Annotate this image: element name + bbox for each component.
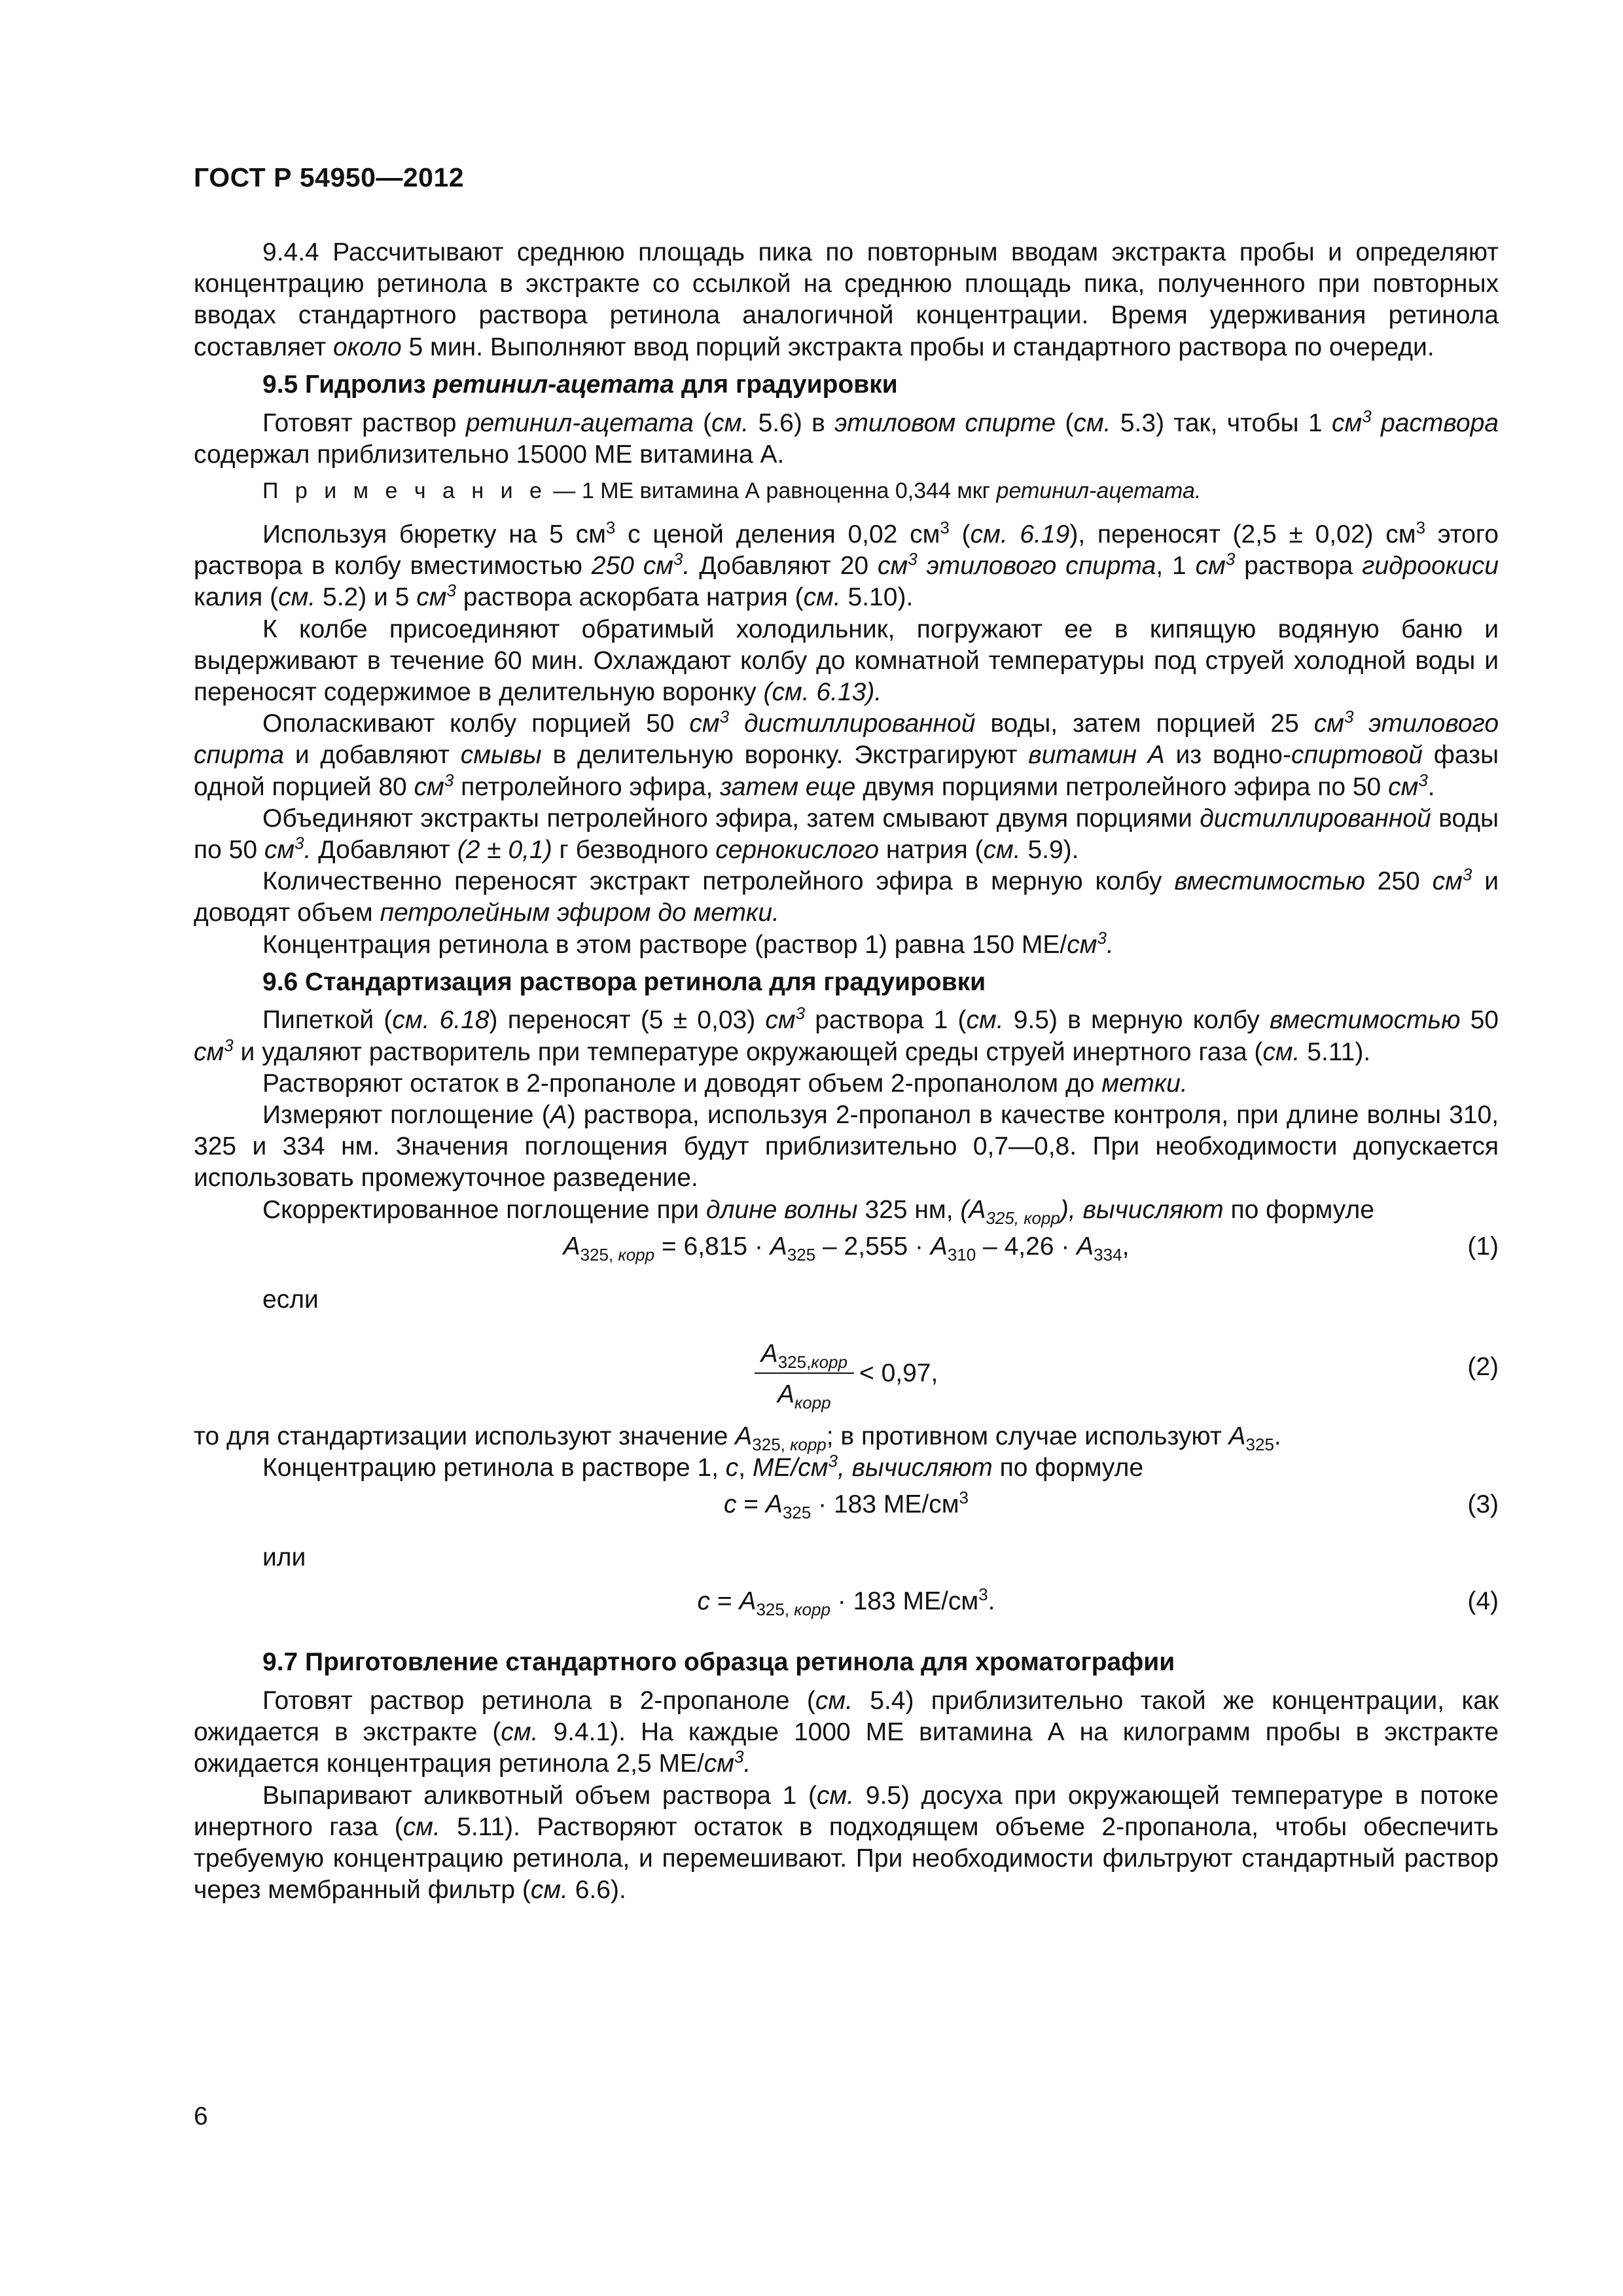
- paragraph: Используя бюретку на 5 $см^3$ с ценой деления 0,02 $см^3$ (см. 6.19), переносят (2,5 ± 0,02) $см^3$ этого раствора в колбу вместимостью 250 $см^3$. Добавляют 20 $см^3$ этилового спирта, 1 $см^3$ раствора гидроокиси калия (см. 5.2) и 5 $см^3$ раствора аскорбата натрия (см. 5.10).: [194, 517, 1499, 612]
- formula-3: [194, 1484, 1499, 1535]
- section-title-9-5: 9.5 Гидролиз ретинил-ацетата для градуировки: [262, 370, 898, 399]
- formula-2: [194, 1323, 1499, 1421]
- paragraph: Концентрацию ретинола в растворе 1, с, $МЕ/см^3$, вычисляют по формуле: [262, 1451, 1144, 1482]
- alternative-word: или: [262, 1543, 306, 1572]
- formula-4: [194, 1581, 1499, 1632]
- paragraph: Ополаскивают колбу порцией 50 $см^3$ дистиллированной воды, затем порцией 25 $см^3$ этилового спирта и добавляют смывы в делительную воронку. Экстрагируют витамин А из водно-спиртовой фазы одной порцией 80 $см^3$ петролейного эфира, затем еще двумя порциями петролейного эфира по 50 $см^3$.: [194, 707, 1499, 801]
- paragraph: Готовят раствор ретинил-ацетата (см. 5.6) в этиловом спирте (см. 5.3) так, чтобы 1 $см^3$ раствора содержал приблизительно 15000 МЕ витамина А.: [194, 406, 1499, 469]
- formula-expression: [194, 1338, 1499, 1410]
- condition-word: если: [262, 1285, 319, 1314]
- inequality: < 0,97,: [859, 1359, 938, 1388]
- paragraph: Измеряют поглощение (А) раствора, используя 2-пропанол в качестве контроля, при длине волны 310, 325 и 334 нм. Значения поглощения будут приблизительно 0,7—0,8. При необходимости допускается использовать промежуточное разведение.: [194, 1101, 1499, 1193]
- paragraph: Скорректированное поглощение при длине волны 325 нм, $(А_{325, корр})$, вычисляют по формуле: [262, 1195, 1374, 1228]
- paragraph: Выпаривают аликвотный объем раствора 1 (см. 9.5) досуха при окружающей температуре в потоке инертного газа (см. 5.11). Растворяют остаток в подходящем объеме 2-пропанола, чтобы обеспечить требуемую концентрацию ретинола, и перемешивают. При необходимости фильтруют стандартный раствор через мембранный фильтр (см. 6.6).: [194, 1781, 1499, 1905]
- document-header: ГОСТ Р 54950—2012: [194, 162, 465, 192]
- formula-number: (2): [1467, 1352, 1499, 1381]
- note: П р и м е ч а н и е — 1 МЕ витамина А равноценна 0,344 мкг ретинил-ацетата.: [262, 478, 1202, 503]
- paragraph: то для стандартизации используют значение $А_{325, корр}$; в противном случае используют $А_{325}$.: [194, 1422, 1281, 1454]
- page-number: 6: [194, 2102, 208, 2130]
- formula-number: (1): [1467, 1232, 1499, 1261]
- paragraph-9-4-4: 9.4.4 Рассчитывают среднюю площадь пика по повторным вводам экстракта пробы и определяют концентрацию ретинола в экстракте со ссылкой на среднюю площадь пика, полученного при повторных вводах стандартного раствора ретинола аналогичной концентрации. Время удерживания ретинола составляет около 5 мин. Выполняют ввод порций экстракта пробы и стандартного раствора по очереди.: [194, 238, 1499, 361]
- note-label: П р и м е ч а н и е: [262, 478, 547, 503]
- formula-number: (4): [1467, 1587, 1499, 1616]
- paragraph: Количественно переносят экстракт петролейного эфира в мерную колбу вместимостью 250 $см^3$ и доводят объем петролейным эфиром до метки.: [194, 865, 1499, 927]
- paragraph: Объединяют экстракты петролейного эфира, затем смывают двумя порциями дистиллированной воды по 50 $см^3$. Добавляют (2 ± 0,1) г безводного сернокислого натрия (см. 5.9).: [194, 804, 1499, 864]
- formula-expression: $А_{325, корр} = 6,815 \cdot А_{325} - 2,555 \cdot А_{310} - 4,26 \cdot А_{334}$,: [563, 1232, 1130, 1265]
- paragraph: К колбе присоединяют обратимый холодильник, погружают ее в кипящую водяную баню и выдерживают в течение 60 мин. Охлаждают колбу до комнатной температуры под струей холодной воды и переносят содержимое в делительную воронку (см. 6.13).: [194, 615, 1499, 706]
- formula-1: [194, 1226, 1499, 1277]
- section-title-9-6: 9.6 Стандартизация раствора ретинола для градуировки: [262, 967, 986, 996]
- paragraph: Пипеткой (см. 6.18) переносят (5 ± 0,03) $см^3$ раствора 1 (см. 9.5) в мерную колбу вместимостью 50 $см^3$ и удаляют растворитель при температуре окружающей среды струей инертного газа (см. 5.11).: [194, 1003, 1499, 1066]
- section-title-9-7: 9.7 Приготовление стандартного образца ретинола для хроматографии: [262, 1648, 1175, 1677]
- fraction: [755, 1338, 854, 1410]
- denominator: $А_{корр}$: [777, 1380, 831, 1412]
- paragraph: Концентрация ретинола в этом растворе (раствор 1) равна 150 $МЕ/см^3$.: [262, 927, 1114, 959]
- numerator: $А_{325,корр}$: [755, 1338, 854, 1374]
- paragraph: Растворяют остаток в 2-пропаноле и доводят объем 2-пропанолом до метки.: [262, 1069, 1188, 1098]
- paragraph: Готовят раствор ретинола в 2-пропаноле (см. 5.4) приблизительно такой же концентрации, как ожидается в экстракте (см. 9.4.1). На каждые 1000 МЕ витамина А на килограмм пробы в экстракте ожидается концентрация ретинола 2,5 $МЕ/см^3$.: [194, 1686, 1499, 1778]
- formula-expression: $с = А_{325} \cdot 183$ $МЕ/см^3$: [723, 1488, 969, 1523]
- formula-expression: $с = А_{325, корр} \cdot 183$ $МЕ/см^3$.: [697, 1585, 995, 1620]
- formula-number: (3): [1467, 1490, 1499, 1519]
- document-body: [194, 237, 1499, 1906]
